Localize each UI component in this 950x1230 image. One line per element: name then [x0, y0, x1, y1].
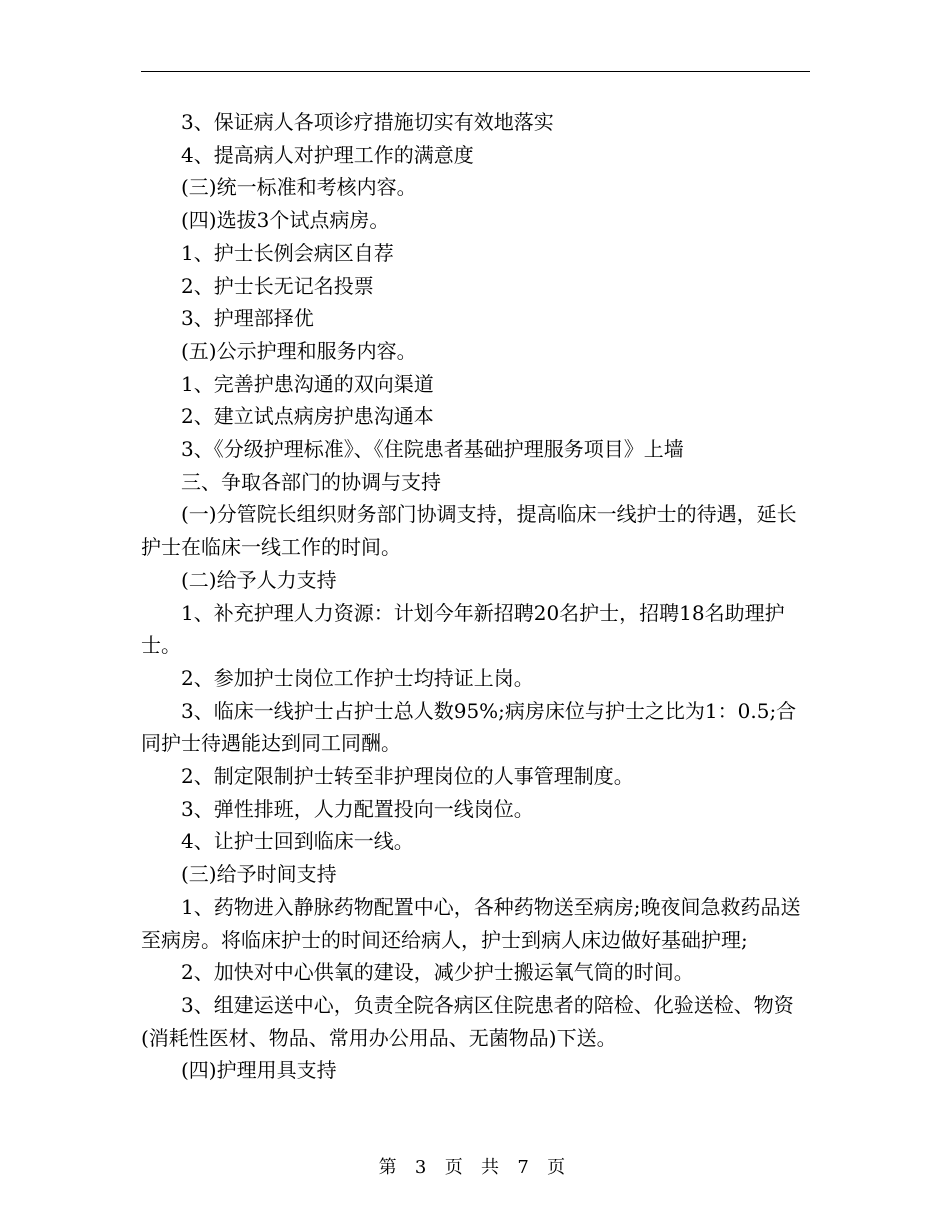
paragraph: 1、药物进入静脉药物配置中心，各种药物送至病房;晚夜间急救药品送至病房。将临床护士的时间还给病人，护士到病人床边做好基础护理; [141, 894, 801, 952]
paragraph: 4、让护士回到临床一线。 [181, 829, 414, 854]
page-footer: 第 3 页 共 7 页 [378, 1157, 572, 1178]
paragraph: 3、弹性排班，人力配置投向一线岗位。 [181, 796, 534, 821]
paragraph: (四)护理用具支持 [181, 1058, 337, 1083]
paragraph: 3、保证病人各项诊疗措施切实有效地落实 [181, 110, 554, 134]
section-heading: 三、争取各部门的协调与支持 [181, 469, 441, 494]
paragraph: 1、完善护患沟通的双向渠道 [181, 371, 434, 396]
paragraph: 4、提高病人对护理工作的满意度 [181, 142, 474, 167]
paragraph: (二)给予人力支持 [181, 567, 337, 592]
paragraph: 3、护理部择优 [181, 306, 314, 331]
paragraph: 2、参加护士岗位工作护士均持证上岗。 [181, 665, 534, 690]
paragraph: (一)分管院长组织财务部门协调支持，提高临床一线护士的待遇，延长护士在临床一线工作的时间。 [141, 502, 797, 560]
paragraph: 3、《分级护理标准》、《住院患者基础护理服务项目》上墙 [181, 437, 684, 462]
paragraph: 2、建立试点病房护患沟通本 [181, 404, 434, 429]
paragraph: 2、护士长无记名投票 [181, 273, 374, 298]
paragraph: 3、临床一线护士占护士总人数95%;病房床位与护士之比为1：0.5;合同护士待遇能达到同工同酬。 [141, 698, 797, 756]
body-text [141, 106, 810, 1087]
paragraph: 2、加快对中心供氧的建设，减少护士搬运氧气筒的时间。 [181, 960, 694, 985]
paragraph: 1、补充护理人力资源：计划今年新招聘20名护士，招聘18名助理护士。 [141, 600, 785, 658]
paragraph: (四)选拔3个试点病房。 [181, 208, 390, 233]
paragraph: 2、制定限制护士转至非护理岗位的人事管理制度。 [181, 764, 634, 789]
paragraph: 3、组建运送中心，负责全院各病区住院患者的陪检、化验送检、物资(消耗性医材、物品、常用办公用品、无菌物品)下送。 [141, 992, 794, 1050]
paragraph: (三)给予时间支持 [181, 862, 337, 887]
header-rule [141, 71, 810, 72]
paragraph: (五)公示护理和服务内容。 [181, 338, 417, 363]
paragraph: (三)统一标准和考核内容。 [181, 175, 417, 200]
paragraph: 1、护士长例会病区自荐 [181, 240, 394, 265]
